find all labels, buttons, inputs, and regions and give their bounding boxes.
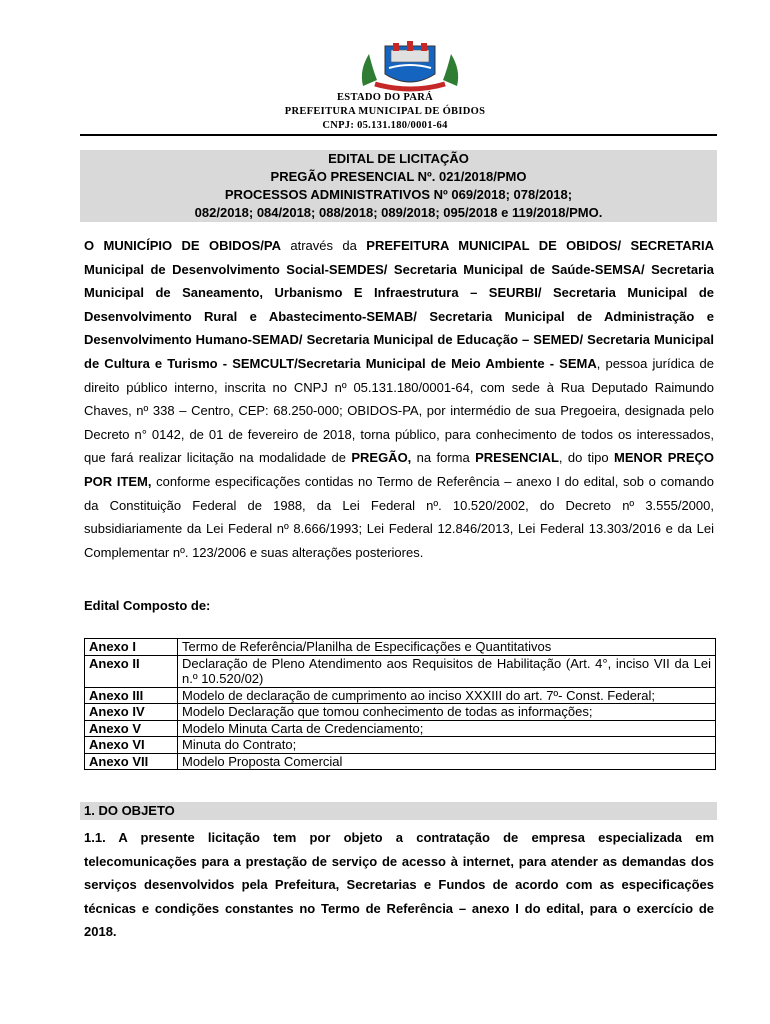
header-divider [80,134,717,136]
section-objeto-paragraph: 1.1. A presente licitação tem por objeto a contratação de empresa especializada em telecomunicações para a prestação de serviço de acesso à internet, para atender as demandas dos serviços desenvolvidos pela Prefeitura, Secretarias e Fundos de acordo com as especificações técnicas e condições constantes no Termo de Referência – anexo I do edital, para o exercício de 2018. [84,830,714,940]
annex-key: Anexo VII [85,753,178,770]
header-cnpj: CNPJ: 05.131.180/0001-64 [322,120,448,131]
table-row [85,737,716,754]
intro-paragraph [84,234,714,564]
annex-key: Anexo III [85,687,178,704]
table-row [85,639,716,656]
table-row [85,687,716,704]
intro-text-2: , pessoa jurídica de direito público interno, inscrita no CNPJ nº 05.131.180/0001-64, com sede à Rua Deputado Raimundo Chaves, nº 338 – Centro, CEP: 68.250-000; OBIDOS-PA, por intermédio de sua Pregoeira, designada pelo Decreto n° 0142, de 01 de fevereiro de 2018, torna público, para conhecimento de todos os interessados, que fará realizar licitação na modalidade de [84,355,715,466]
annex-description: Modelo de declaração de cumprimento ao inciso XXXIII do art. 7º- Const. Federal; [178,687,716,704]
annex-key: Anexo I [85,639,178,656]
header-state: ESTADO DO PARÁ [337,92,433,103]
title-line-1: EDITAL DE LICITAÇÃO [328,151,469,166]
annex-description: Modelo Minuta Carta de Credenciamento; [178,720,716,737]
edital-title-box [80,150,717,222]
annex-description: Modelo Proposta Comercial [178,753,716,770]
municipal-coat-of-arms-icon [355,40,465,92]
intro-text-1: através da [280,238,367,253]
annex-description: Termo de Referência/Planilha de Especificações e Quantitativos [178,639,716,656]
annex-description: Modelo Declaração que tomou conhecimento de todas as informações; [178,704,716,721]
table-row [85,704,716,721]
table-row [85,720,716,737]
annex-description: Minuta do Contrato; [178,737,716,754]
header-municipality: PREFEITURA MUNICIPAL DE ÓBIDOS [284,106,486,117]
intro-municipio: O MUNICÍPIO DE OBIDOS/PA [84,238,281,253]
annex-key: Anexo VI [85,737,178,754]
intro-text-3: na forma [411,450,476,466]
intro-presencial: PRESENCIAL [475,450,559,466]
annex-key: Anexo IV [85,704,178,721]
section-heading-objeto: 1. DO OBJETO [80,802,717,820]
edital-composto-label: Edital Composto de: [84,598,211,613]
title-line-3: PROCESSOS ADMINISTRATIVOS Nº 069/2018; 078/2018; [224,187,573,202]
annex-description: Declaração de Pleno Atendimento aos Requisitos de Habilitação (Art. 4°, inciso VII da Lei n.º 10.520/02) [178,655,716,687]
annex-key: Anexo II [85,655,178,687]
intro-menor-preco: MENOR PREÇO POR ITEM, [84,450,714,489]
title-line-4: 082/2018; 084/2018; 088/2018; 089/2018; 095/2018 e 119/2018/PMO. [194,205,603,220]
table-row [85,753,716,770]
intro-text-4: , do tipo [558,450,615,466]
annex-key: Anexo V [85,720,178,737]
intro-text-5: conforme especificações contidas no Termo de Referência – anexo I do edital, sob o comando da Constituição Federal de 1988, da Lei Federal nº. 10.520/2002, do Decreto nº 3.555/2000, subsidiariamente da Lei Federal nº 8.666/1993; Lei Federal 12.846/2013, Lei Federal 13.303/2016 e da Lei Complementar nº. 123/2006 e suas alterações posteriores. [84,473,714,560]
table-row [85,655,716,687]
annex-table [84,638,716,770]
intro-pregao: PREGÃO, [351,450,412,466]
intro-secretarias: PREFEITURA MUNICIPAL DE OBIDOS/ SECRETARIA Municipal de Desenvolvimento Social-SEMDES/ Secretaria Municipal de Saúde-SEMSA/ Secretaria Municipal de Saneamento, Urbanismo E Infraestrutura – SEURBI/ Secretaria Municipal de Desenvolvimento Rural e Abastecimento-SEMAB/ Secretaria Municipal de Administração e Desenvolvimento Humano-SEMAD/ Secretaria Municipal de Educação – SEMED/ Secretaria Municipal de Cultura e Turismo - SEMCULT/Secretaria Municipal de Meio Ambiente - SEMA [84,238,714,371]
title-line-2: PREGÃO PRESENCIAL Nº. 021/2018/PMO [270,169,527,184]
